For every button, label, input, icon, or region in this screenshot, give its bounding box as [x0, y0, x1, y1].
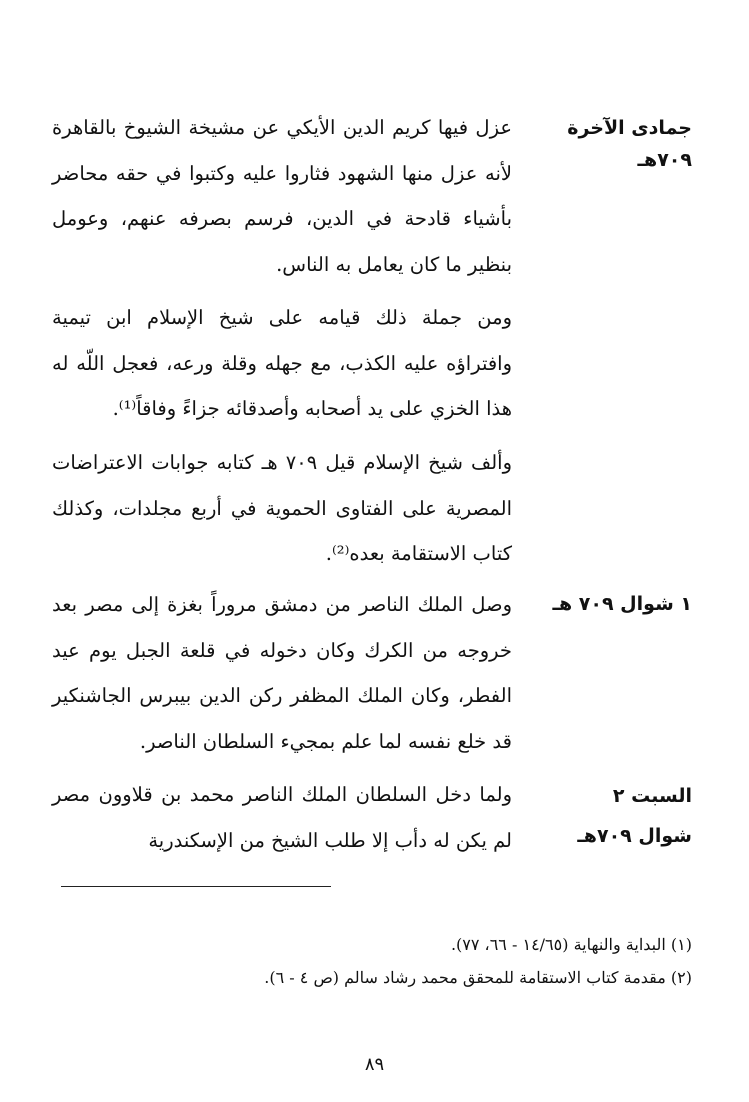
footnote-divider	[61, 886, 331, 887]
paragraph: عزل فيها كريم الدين الأيكي عن مشيخة الشيوخ بالقاهرة لأنه عزل منها الشهود فثاروا عليه وكتبوا في حقه محاضر بأشياء قادحة في الدين، فرسم بصرفه عنهم، وعومل بنظير ما كان يعامل به الناس.	[52, 116, 512, 276]
entry-date-shawwal-1: ١ شوال ٧٠٩ هـ	[552, 593, 692, 615]
entry-date-shawwal-2: السبت ٢ شوال ٧٠٩هـ	[577, 785, 692, 847]
entry-text-shawwal-1	[52, 582, 512, 764]
footnote-2: (٢) مقدمة كتاب الاستقامة للمحقق محمد رشاد سالم (ص ٤ - ٦).	[264, 968, 692, 987]
footnote-1: (١) البداية والنهاية (١٤/٦٥ - ٦٦، ٧٧).	[450, 935, 692, 954]
footnotes	[92, 928, 692, 994]
entry-text-shawwal-2	[52, 772, 512, 863]
entry-date-jumada: جمادى الآخرة ٧٠٩هـ	[567, 117, 692, 171]
page-number: ٨٩	[364, 1054, 385, 1075]
paragraph: ومن جملة ذلك قيامه على شيخ الإسلام ابن تيمية وافتراؤه عليه الكذب، مع جهله وقلة ورعه، فعجل اللّه له هذا الخزي على يد أصحابه وأصدقائه جزاءً وفاقاً⁽¹⁾.	[52, 306, 512, 420]
paragraph: ولما دخل السلطان الملك الناصر محمد بن قلاوون مصر لم يكن له دأب إلا طلب الشيخ من الإسكندرية	[52, 783, 512, 852]
paragraph: وصل الملك الناصر من دمشق مروراً بغزة إلى مصر بعد خروجه من الكرك وكان دخوله في قلعة الجبل يوم عيد الفطر، وكان الملك المظفر ركن الدين بيبرس الجاشنكير قد خلع نفسه لما علم بمجيء السلطان الناصر.	[52, 593, 512, 753]
paragraph: وألف شيخ الإسلام قيل ٧٠٩ هـ كتابه جوابات الاعتراضات المصرية على الفتاوى الحموية في أربع مجلدات، وكذلك كتاب الاستقامة بعده⁽²⁾.	[52, 451, 512, 565]
entry-text-jumada-3	[52, 440, 512, 577]
entry-text-jumada-2	[52, 295, 512, 432]
entry-text-jumada	[52, 105, 512, 287]
